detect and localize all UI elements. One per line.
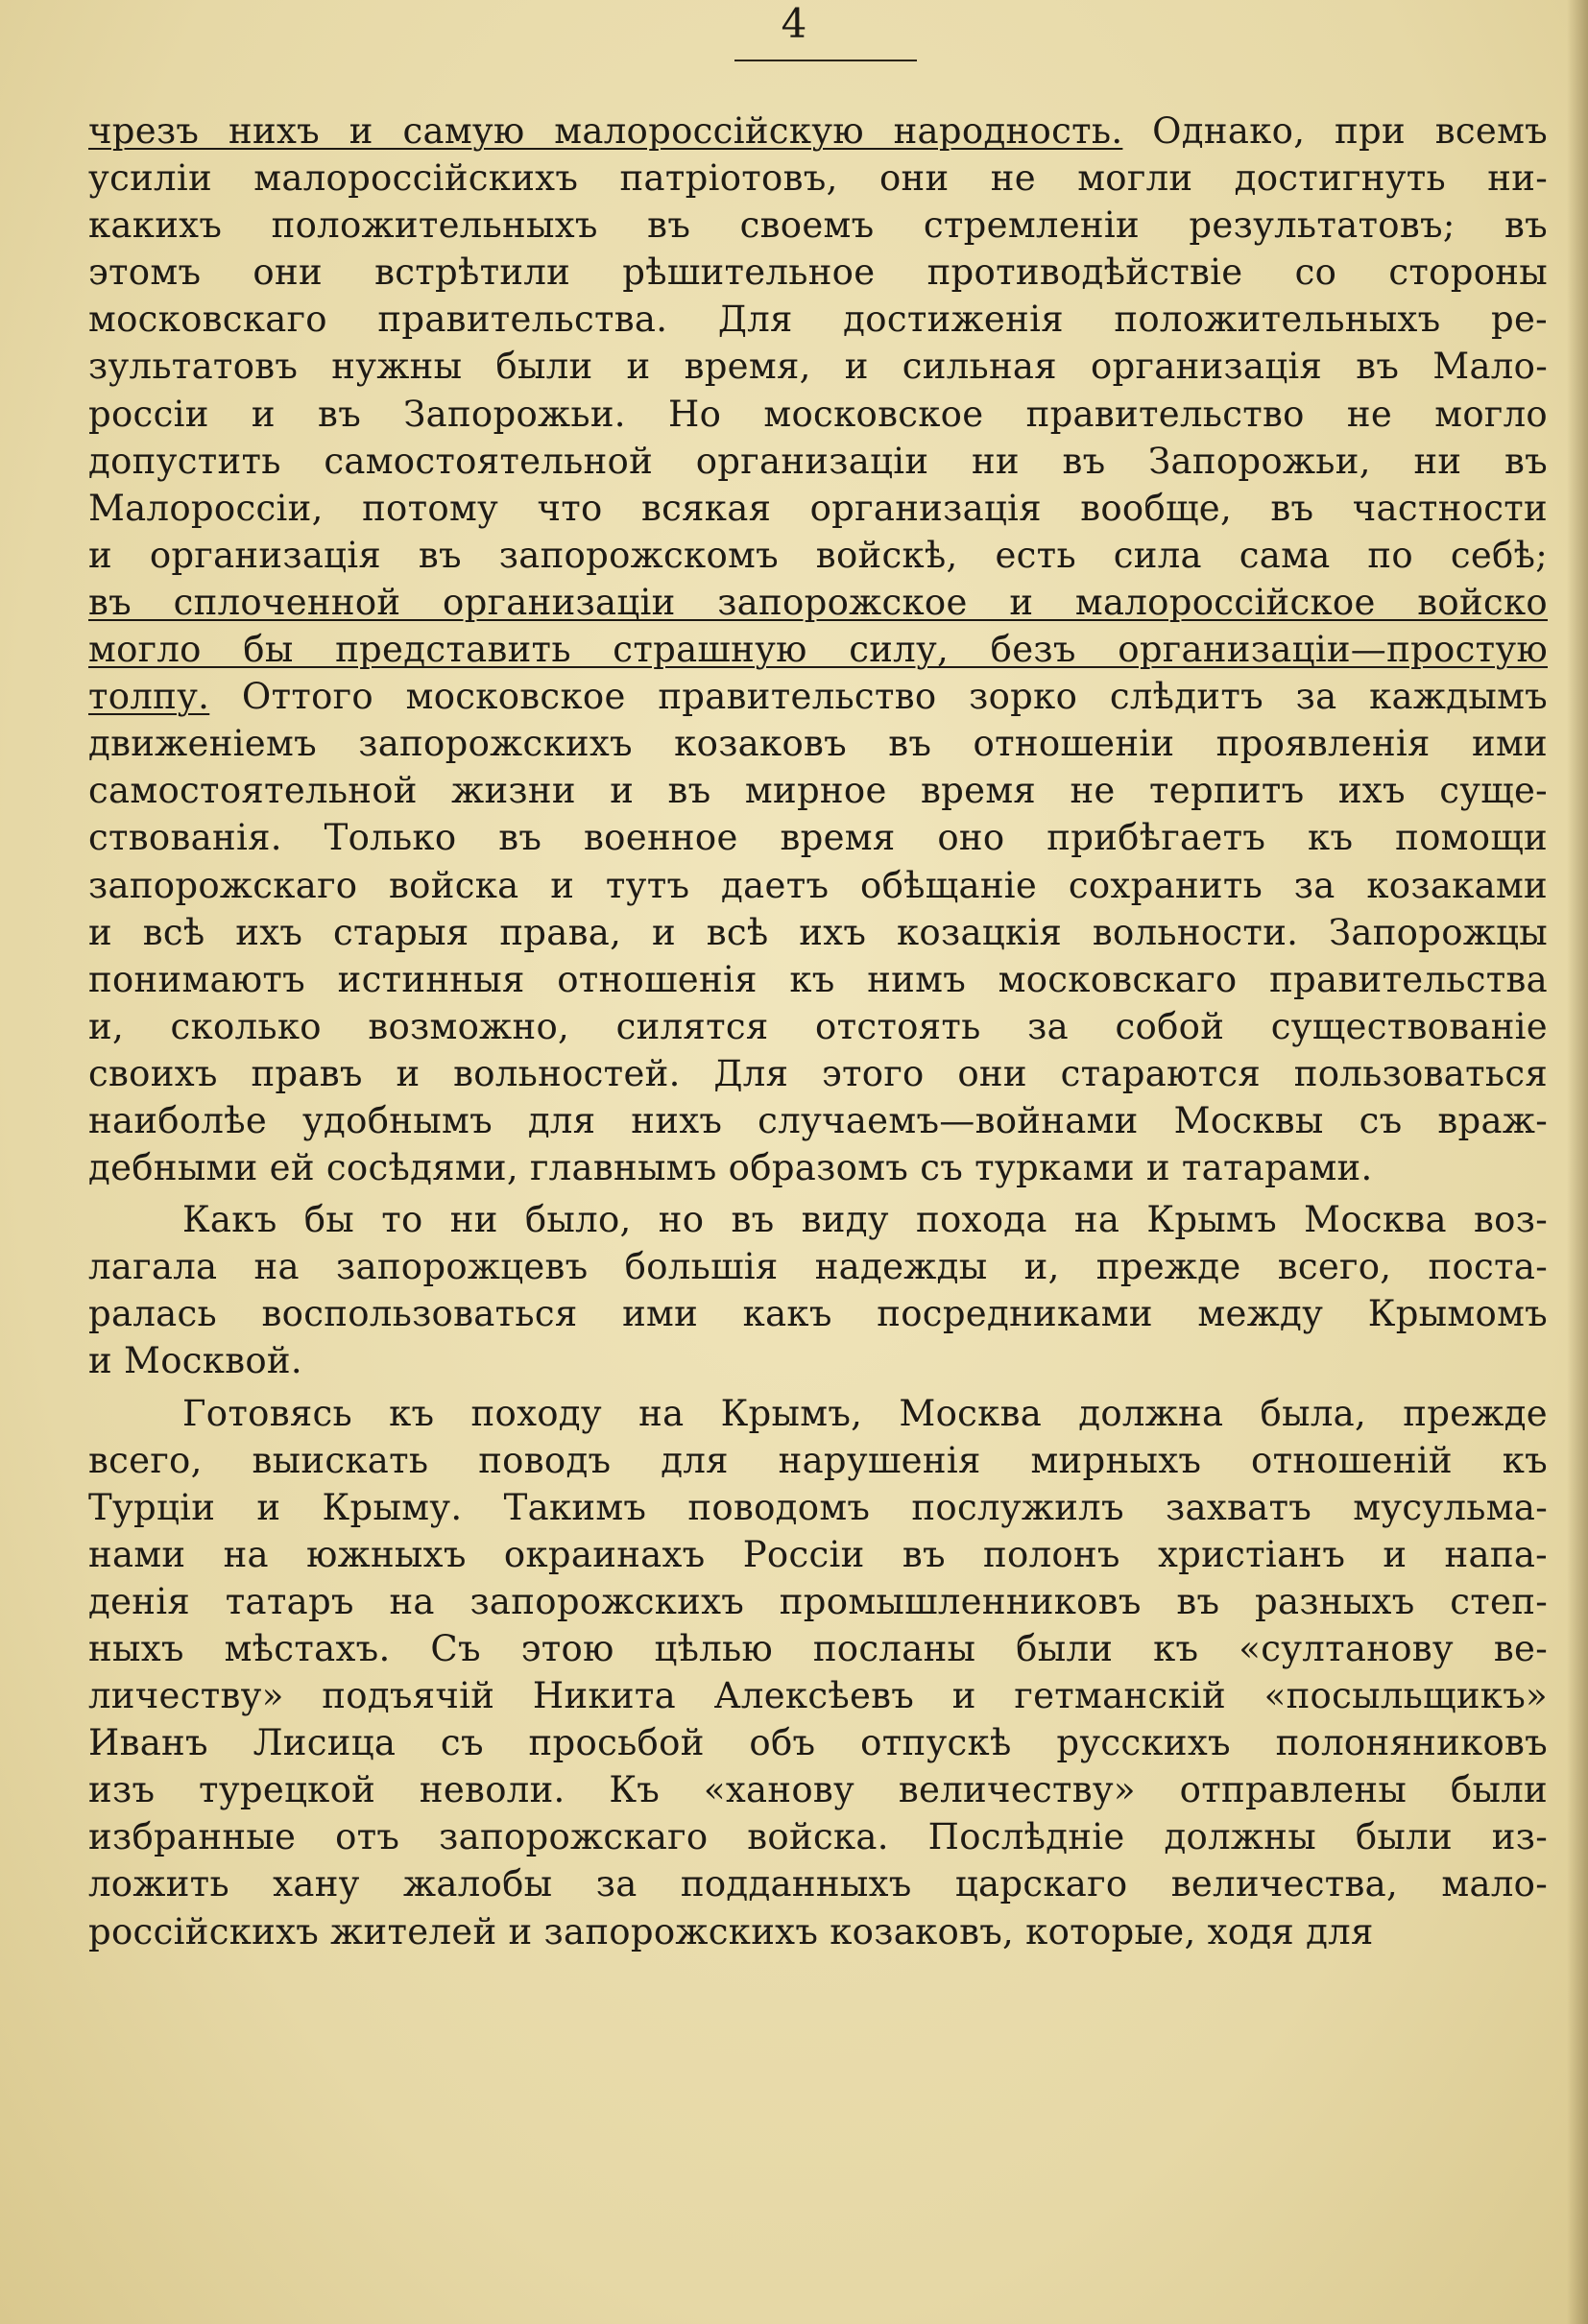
text-line bbox=[88, 296, 1548, 343]
line-text: и, сколько возможно, силятся отстоять за собой существованiе bbox=[88, 1005, 1548, 1047]
line-text: допустить самостоятельной организацiи ни въ Запорожьи, ни въ bbox=[88, 440, 1548, 482]
text-line bbox=[88, 1290, 1548, 1337]
page-number: 4 bbox=[781, 0, 807, 47]
page-number-rule bbox=[734, 60, 917, 61]
line-text: Малороссiи, потому что всякая организацiя вообще, въ частности bbox=[88, 487, 1548, 529]
line-text: Турцiи и Крыму. Такимъ поводомъ послужилъ захватъ мусульма- bbox=[88, 1486, 1548, 1528]
line-text: ралась воспользоваться ими какъ посредниками между Крымомъ bbox=[88, 1293, 1548, 1335]
text-line bbox=[88, 202, 1548, 249]
text-line bbox=[88, 391, 1548, 438]
text-line bbox=[88, 1625, 1548, 1672]
text-line bbox=[88, 1243, 1548, 1290]
text-line bbox=[88, 1097, 1548, 1144]
text-line bbox=[88, 1337, 1548, 1384]
text-line bbox=[88, 1860, 1548, 1907]
text-line bbox=[88, 485, 1548, 532]
text-line bbox=[88, 767, 1548, 814]
line-text: Оттого московское правительство зорко слѣдитъ за каждымъ bbox=[209, 676, 1548, 718]
line-text: дебными ей сосѣдями, главнымъ образомъ съ турками и татарами. bbox=[88, 1147, 1373, 1189]
line-text: московскаго правительства. Для достиженiя положительныхъ ре- bbox=[88, 299, 1548, 341]
text-body bbox=[88, 108, 1548, 1955]
line-text: этомъ они встрѣтили рѣшительное противодѣйствiе со стороны bbox=[88, 252, 1548, 294]
text-line bbox=[88, 1766, 1548, 1813]
line-text: Готовясь къ походу на Крымъ, Москва должна была, прежде bbox=[182, 1392, 1548, 1434]
line-text: и Москвой. bbox=[88, 1340, 302, 1382]
line-text: россiйскихъ жителей и запорожскихъ козаковъ, которые, ходя для bbox=[88, 1910, 1374, 1953]
line-text: Иванъ Лисица съ просьбой объ отпускѣ русскихъ полоняниковъ bbox=[88, 1722, 1548, 1764]
text-line bbox=[88, 1719, 1548, 1766]
line-text: своихъ правъ и вольностей. Для этого они стараются пользоваться bbox=[88, 1052, 1548, 1094]
text-line bbox=[88, 720, 1548, 767]
text-line bbox=[88, 814, 1548, 861]
line-text: ложить хану жалобы за подданныхъ царскаго величества, мало- bbox=[88, 1863, 1548, 1905]
line-text: зультатовъ нужны были и время, и сильная организацiя въ Мало- bbox=[88, 346, 1548, 388]
text-line bbox=[88, 532, 1548, 579]
text-line bbox=[88, 1437, 1548, 1484]
text-line bbox=[88, 249, 1548, 296]
text-line bbox=[88, 1578, 1548, 1625]
text-line bbox=[88, 1908, 1548, 1955]
line-text: усилiи малороссiйскихъ патрiотовъ, они не могли достигнуть ни- bbox=[88, 157, 1548, 200]
line-text: самостоятельной жизни и въ мирное время не терпитъ ихъ суще- bbox=[88, 770, 1548, 812]
line-text: наиболѣе удобнымъ для нихъ случаемъ—войнами Москвы съ враж- bbox=[88, 1099, 1548, 1141]
line-text: Какъ бы то ни было, но въ виду похода на Крымъ Москва воз- bbox=[182, 1199, 1548, 1241]
text-line bbox=[88, 438, 1548, 485]
text-line bbox=[88, 1390, 1548, 1437]
line-text: какихъ положительныхъ въ своемъ стремленiи результатовъ; въ bbox=[88, 204, 1548, 247]
line-text: движенiемъ запорожскихъ козаковъ въ отношенiи проявленiя ими bbox=[88, 723, 1548, 765]
line-text: личеству» подъячiй Никита Алексѣевъ и гетманскiй «посыльщикъ» bbox=[88, 1675, 1548, 1717]
text-line bbox=[88, 1672, 1548, 1719]
line-text: изъ турецкой неволи. Къ «ханову величеству» отправлены были bbox=[88, 1769, 1548, 1811]
text-line bbox=[88, 1144, 1548, 1191]
underlined-text: въ сплоченной организацiи запорожское и малороссiйское войско bbox=[88, 581, 1548, 623]
text-line bbox=[88, 1050, 1548, 1097]
line-text: нами на южныхъ окраинахъ Россiи въ полонъ христiанъ и напа- bbox=[88, 1533, 1548, 1575]
text-line bbox=[88, 1813, 1548, 1860]
line-text: россiи и въ Запорожьи. Но московское правительство не могло bbox=[88, 393, 1548, 435]
text-line bbox=[88, 343, 1548, 390]
line-text: ныхъ мѣстахъ. Съ этою цѣлью посланы были къ «султанову ве- bbox=[88, 1628, 1548, 1669]
line-text: и всѣ ихъ старыя права, и всѣ ихъ козацкiя вольности. Запорожцы bbox=[88, 911, 1548, 953]
underlined-text: чрезъ нихъ и самую малороссiйскую народность. bbox=[88, 110, 1123, 152]
text-line bbox=[88, 862, 1548, 909]
text-line bbox=[88, 1531, 1548, 1578]
underlined-text: толпу. bbox=[88, 676, 210, 718]
text-line bbox=[88, 155, 1548, 202]
line-text: денiя татаръ на запорожскихъ промышленниковъ въ разныхъ степ- bbox=[88, 1580, 1548, 1622]
text-line bbox=[88, 909, 1548, 956]
text-line bbox=[88, 1484, 1548, 1531]
text-line bbox=[88, 1003, 1548, 1050]
underlined-text: могло бы представить страшную силу, безъ организацiи—простую bbox=[88, 629, 1548, 671]
line-text: лагала на запорожцевъ большiя надежды и, прежде всего, поста- bbox=[88, 1246, 1548, 1288]
text-line bbox=[88, 1196, 1548, 1243]
text-line bbox=[88, 956, 1548, 1003]
line-text: избранные отъ запорожскаго войска. Послѣднiе должны были из- bbox=[88, 1816, 1548, 1858]
line-text: всего, выискать поводъ для нарушенiя мирныхъ отношенiй къ bbox=[88, 1439, 1548, 1481]
line-text: и организацiя въ запорожскомъ войскѣ, есть сила сама по себѣ; bbox=[88, 534, 1548, 576]
text-line bbox=[88, 673, 1548, 720]
line-text: запорожскаго войска и тутъ даетъ обѣщанiе сохранить за козаками bbox=[88, 864, 1548, 906]
line-text: понимаютъ истинныя отношенiя къ нимъ московскаго правительства bbox=[88, 958, 1548, 1000]
line-text: ствованiя. Только въ военное время оно прибѣгаетъ къ помощи bbox=[88, 817, 1548, 859]
line-text: Однако, при всемъ bbox=[1122, 110, 1548, 152]
text-line bbox=[88, 108, 1548, 155]
text-line bbox=[88, 579, 1548, 626]
text-line bbox=[88, 626, 1548, 673]
